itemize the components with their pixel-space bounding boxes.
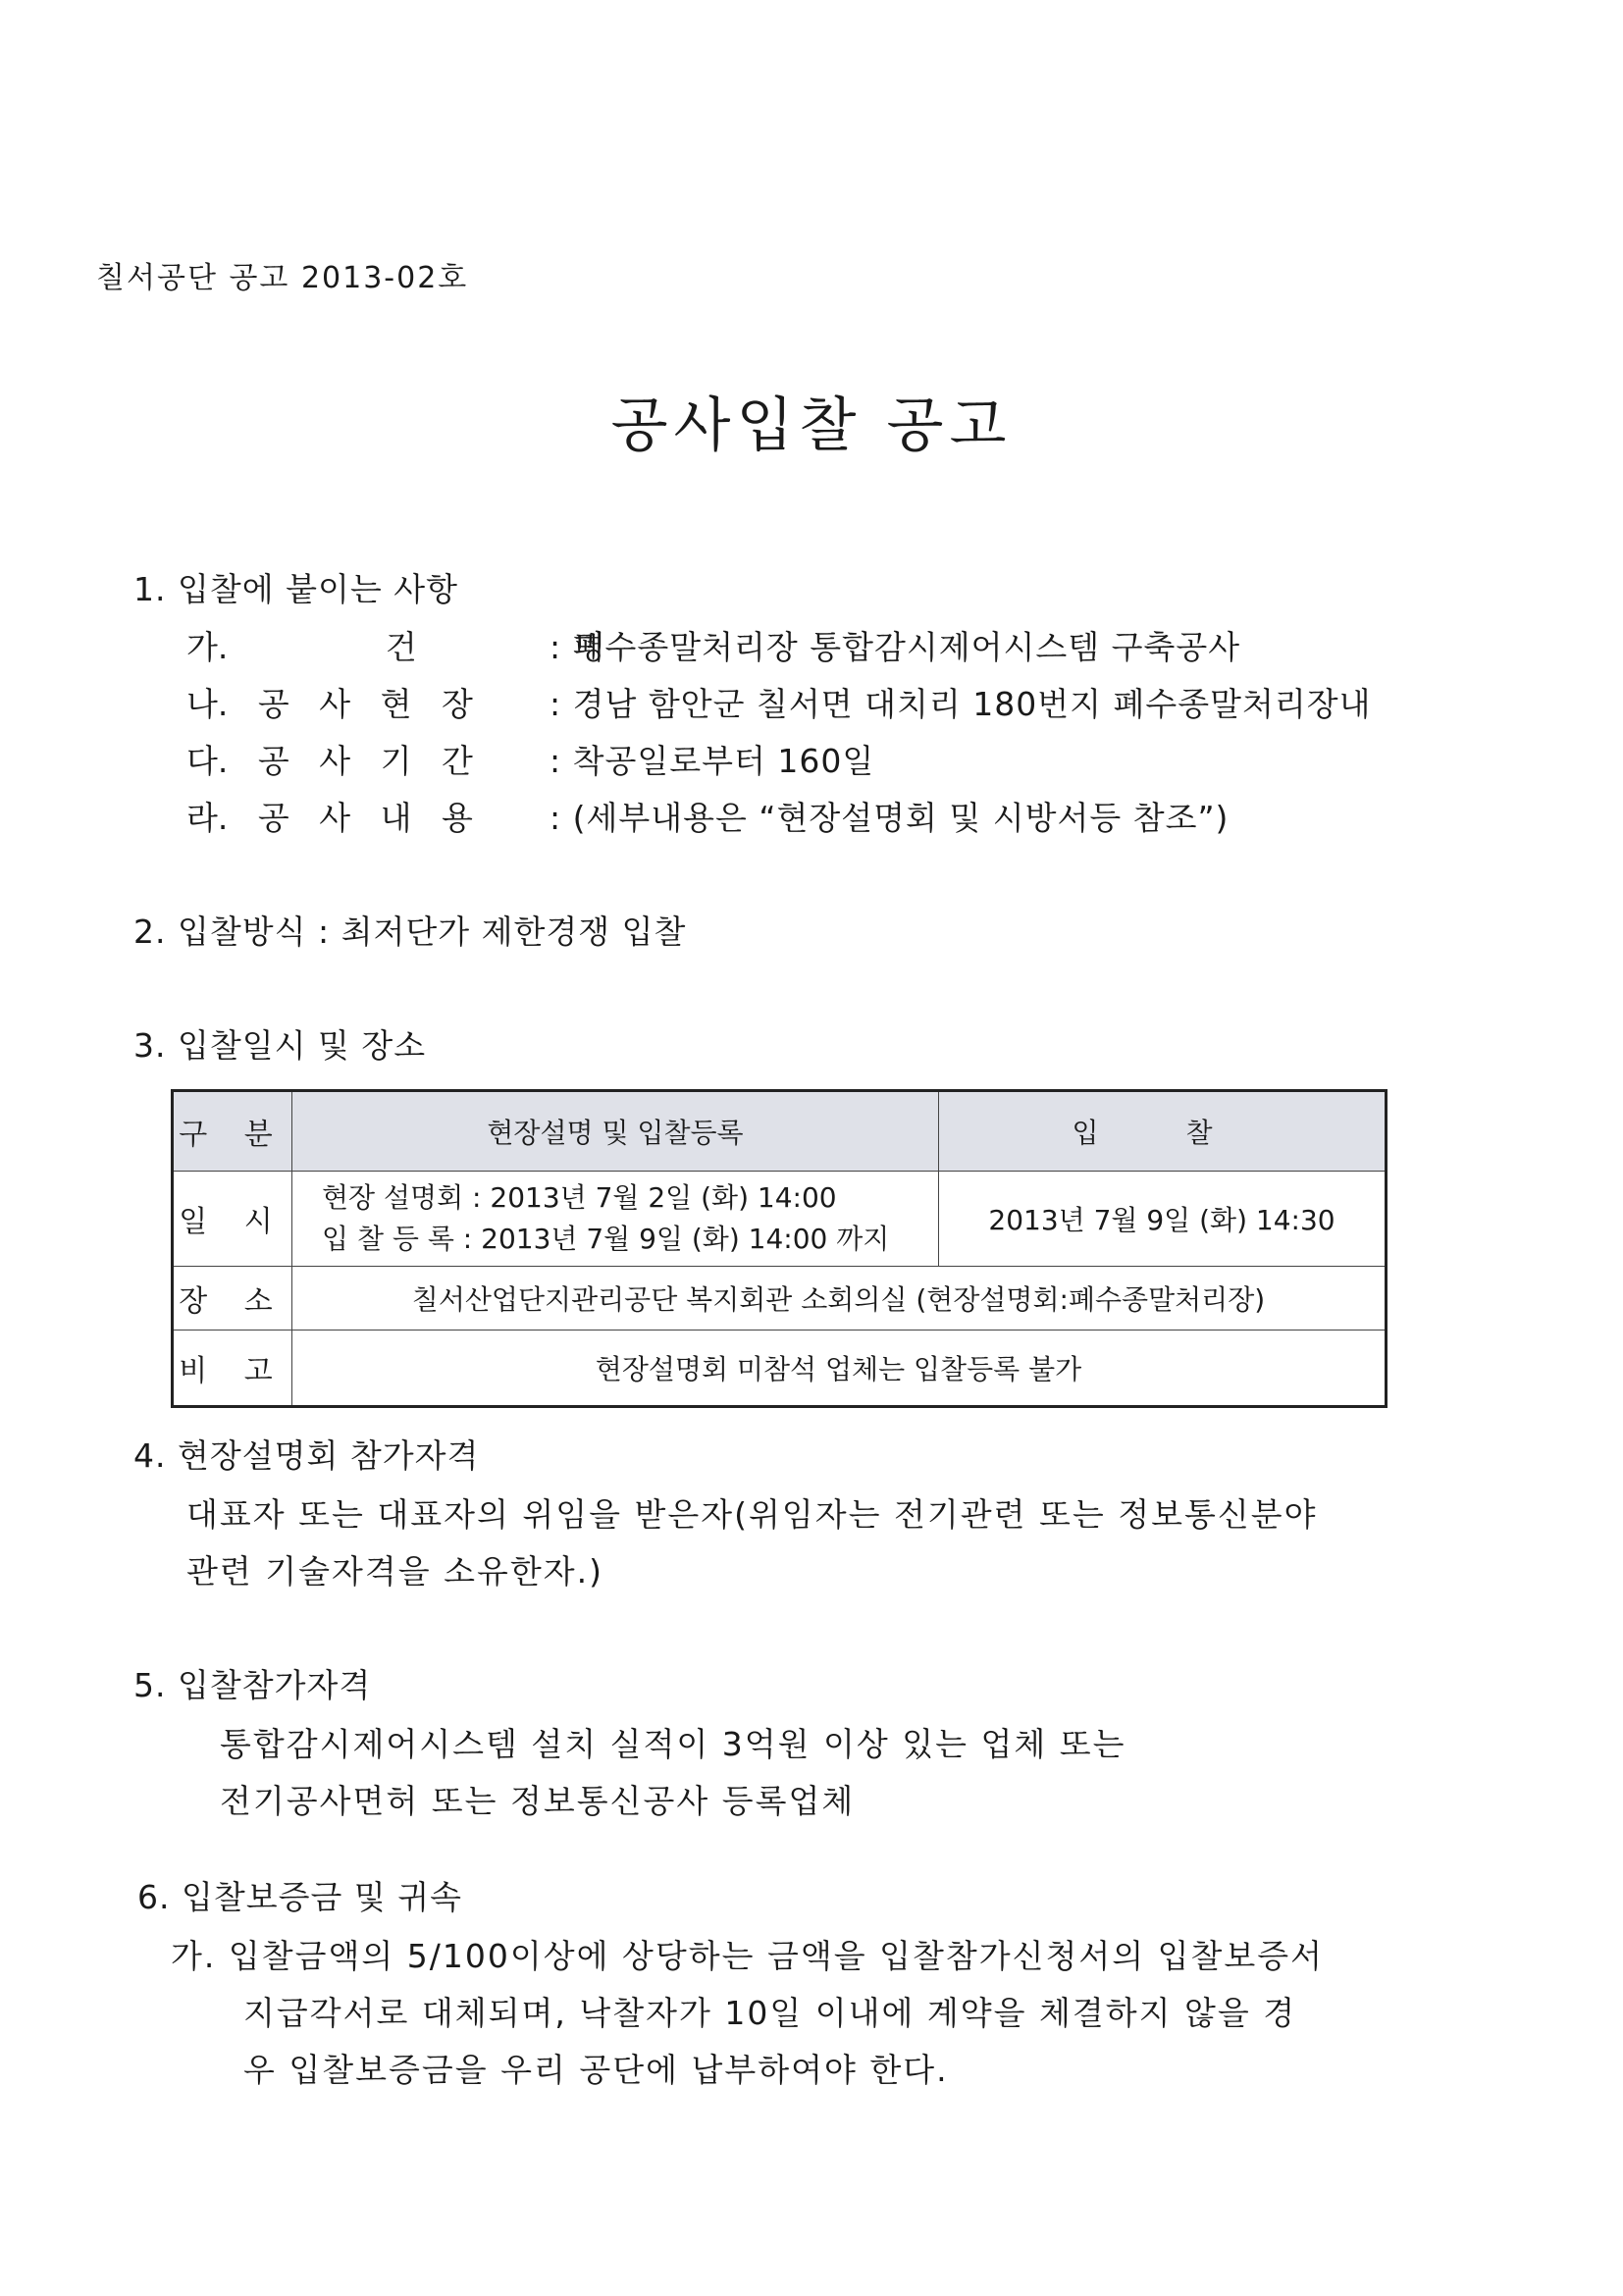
row-label-datetime: 일 시 <box>173 1172 292 1267</box>
row-label-place: 장 소 <box>173 1267 292 1331</box>
table-row <box>173 1172 1387 1267</box>
schedule-table <box>171 1089 1387 1408</box>
notice-number: 칠서공단 공고 2013-02호 <box>96 261 469 295</box>
item-label: 다. 공 사 기 간 <box>186 742 473 780</box>
item-value: : 경남 함안군 칠서면 대치리 180번지 폐수종말처리장내 <box>550 685 1372 723</box>
header-bid: 입 찰 <box>939 1091 1387 1172</box>
page-title: 공사입찰 공고 <box>610 391 1013 460</box>
place-value: 칠서산업단지관리공단 복지회관 소회의실 (현장설명회:폐수종말처리장) <box>292 1267 1387 1331</box>
briefing-datetime: 현장 설명회 : 2013년 7월 2일 (화) 14:00 <box>322 1181 837 1214</box>
section-4-line: 대표자 또는 대표자의 위임을 받은자(위임자는 전기관련 또는 정보통신분야 <box>186 1495 1318 1534</box>
item-period <box>186 736 874 782</box>
item-label: 가. 건 명 <box>186 628 606 666</box>
item-value: : 폐수종말처리장 통합감시제어시스템 구축공사 <box>550 628 1241 666</box>
section-5-line: 전기공사면허 또는 정보통신공사 등록업체 <box>220 1782 856 1820</box>
item-content <box>186 793 1229 839</box>
bid-datetime: 2013년 7월 9일 (화) 14:30 <box>939 1172 1387 1267</box>
item-label: 나. 공 사 현 장 <box>186 685 473 723</box>
item-project-name <box>186 622 1240 668</box>
section-6-line: 지급각서로 대체되며, 낙찰자가 10일 이내에 계약을 체결하지 않을 경 <box>243 1994 1297 2032</box>
section-4-line: 관련 기술자격을 소유한자.) <box>186 1552 604 1591</box>
briefing-registration-cell <box>292 1172 939 1267</box>
section-6-line: 가. 입찰금액의 5/100이상에 상당하는 금액을 입찰참가신청서의 입찰보증서 <box>171 1937 1324 1975</box>
header-category: 구 분 <box>173 1091 292 1172</box>
item-value: : 착공일로부터 160일 <box>550 742 875 780</box>
section-1-heading: 1. 입찰에 붙이는 사항 <box>133 570 458 608</box>
table-row <box>173 1267 1387 1331</box>
item-label: 라. 공 사 내 용 <box>186 799 473 837</box>
section-4-heading: 4. 현장설명회 참가자격 <box>133 1436 480 1475</box>
section-5-line: 통합감시제어시스템 설치 실적이 3억원 이상 있는 업체 또는 <box>220 1725 1126 1763</box>
section-6-line: 우 입찰보증금을 우리 공단에 납부하여야 한다. <box>243 2051 949 2089</box>
registration-datetime: 입 찰 등 록 : 2013년 7월 9일 (화) 14:00 까지 <box>322 1223 890 1255</box>
section-6-heading: 6. 입찰보증금 및 귀속 <box>137 1878 462 1916</box>
table-header-row <box>173 1091 1387 1172</box>
section-5-heading: 5. 입찰참가자격 <box>133 1666 372 1704</box>
item-value: : (세부내용은 “현장설명회 및 시방서등 참조”) <box>550 799 1230 837</box>
section-3-heading: 3. 입찰일시 및 장소 <box>133 1026 427 1065</box>
section-2-heading: 2. 입찰방식 : 최저단가 제한경쟁 입찰 <box>133 913 687 951</box>
table-row <box>173 1331 1387 1407</box>
note-value: 현장설명회 미참석 업체는 입찰등록 불가 <box>292 1331 1387 1407</box>
header-briefing-registration: 현장설명 및 입찰등록 <box>292 1091 939 1172</box>
row-label-note: 비 고 <box>173 1331 292 1407</box>
item-site <box>186 679 1371 725</box>
